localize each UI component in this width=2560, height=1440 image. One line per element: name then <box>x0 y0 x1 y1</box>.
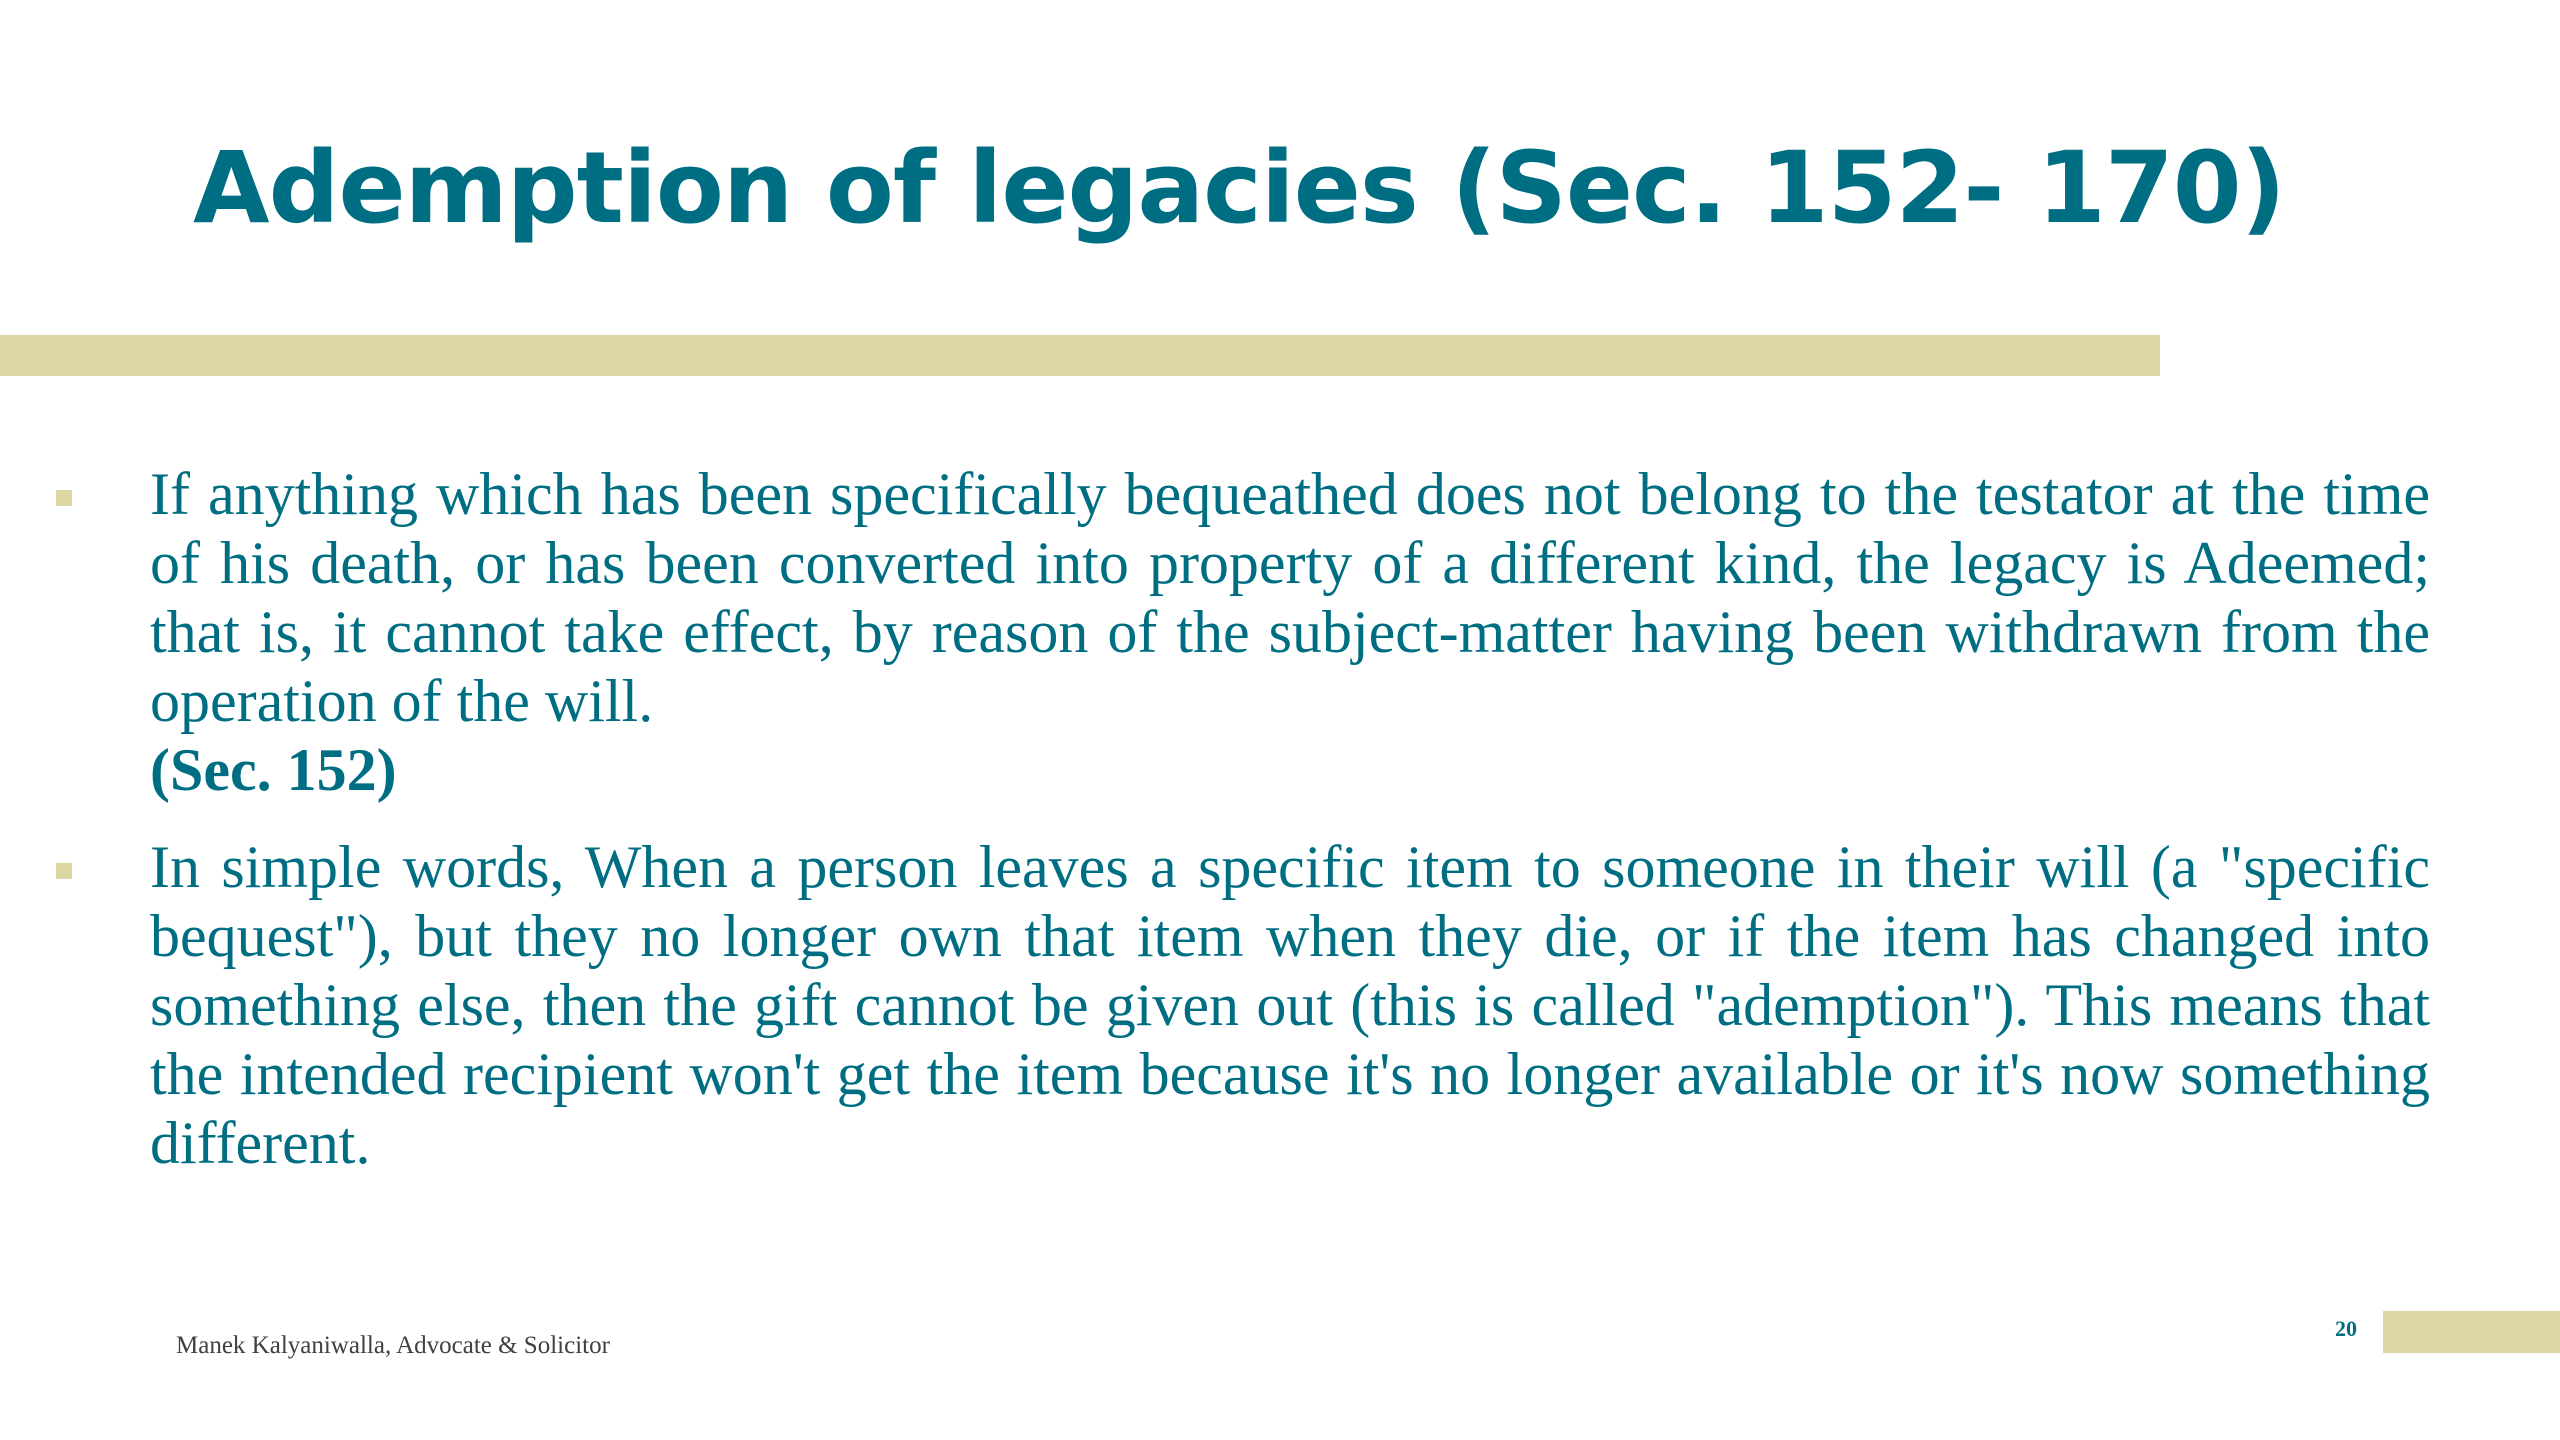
slide-title: Ademption of legacies (Sec. 152- 170) <box>193 131 2285 246</box>
bullet-body: If anything which has been specifically bequeathed does not belong to the testator at the time of his death, or has been converted into property of a different kind, the legacy is Adeemed; that is, it cannot take effect, by reason of the subject-matter having been withdrawn from the operation of the will. <box>150 461 2430 734</box>
footer-author: Manek Kalyaniwalla, Advocate & Solicitor <box>176 1332 610 1359</box>
bullet-item <box>150 460 2430 805</box>
bullet-item <box>150 833 2430 1178</box>
bullet-list <box>0 460 2560 1206</box>
bullet-text <box>150 460 2430 805</box>
title-underline-bar <box>0 335 2160 376</box>
bullet-text <box>150 833 2430 1178</box>
section-reference: (Sec. 152) <box>150 737 397 803</box>
square-bullet-icon <box>56 863 72 879</box>
footer-accent-bar <box>2383 1311 2560 1353</box>
page-number: 20 <box>2335 1316 2357 1341</box>
bullet-body: In simple words, When a person leaves a specific item to someone in their will (a "specific bequest"), but they no longer own that item when they die, or if the item has changed into something else, then the gift cannot be given out (this is called "ademption"). This means that the intended recipient won't get the item because it's no longer available or it's now something different. <box>150 834 2430 1176</box>
square-bullet-icon <box>56 490 72 506</box>
